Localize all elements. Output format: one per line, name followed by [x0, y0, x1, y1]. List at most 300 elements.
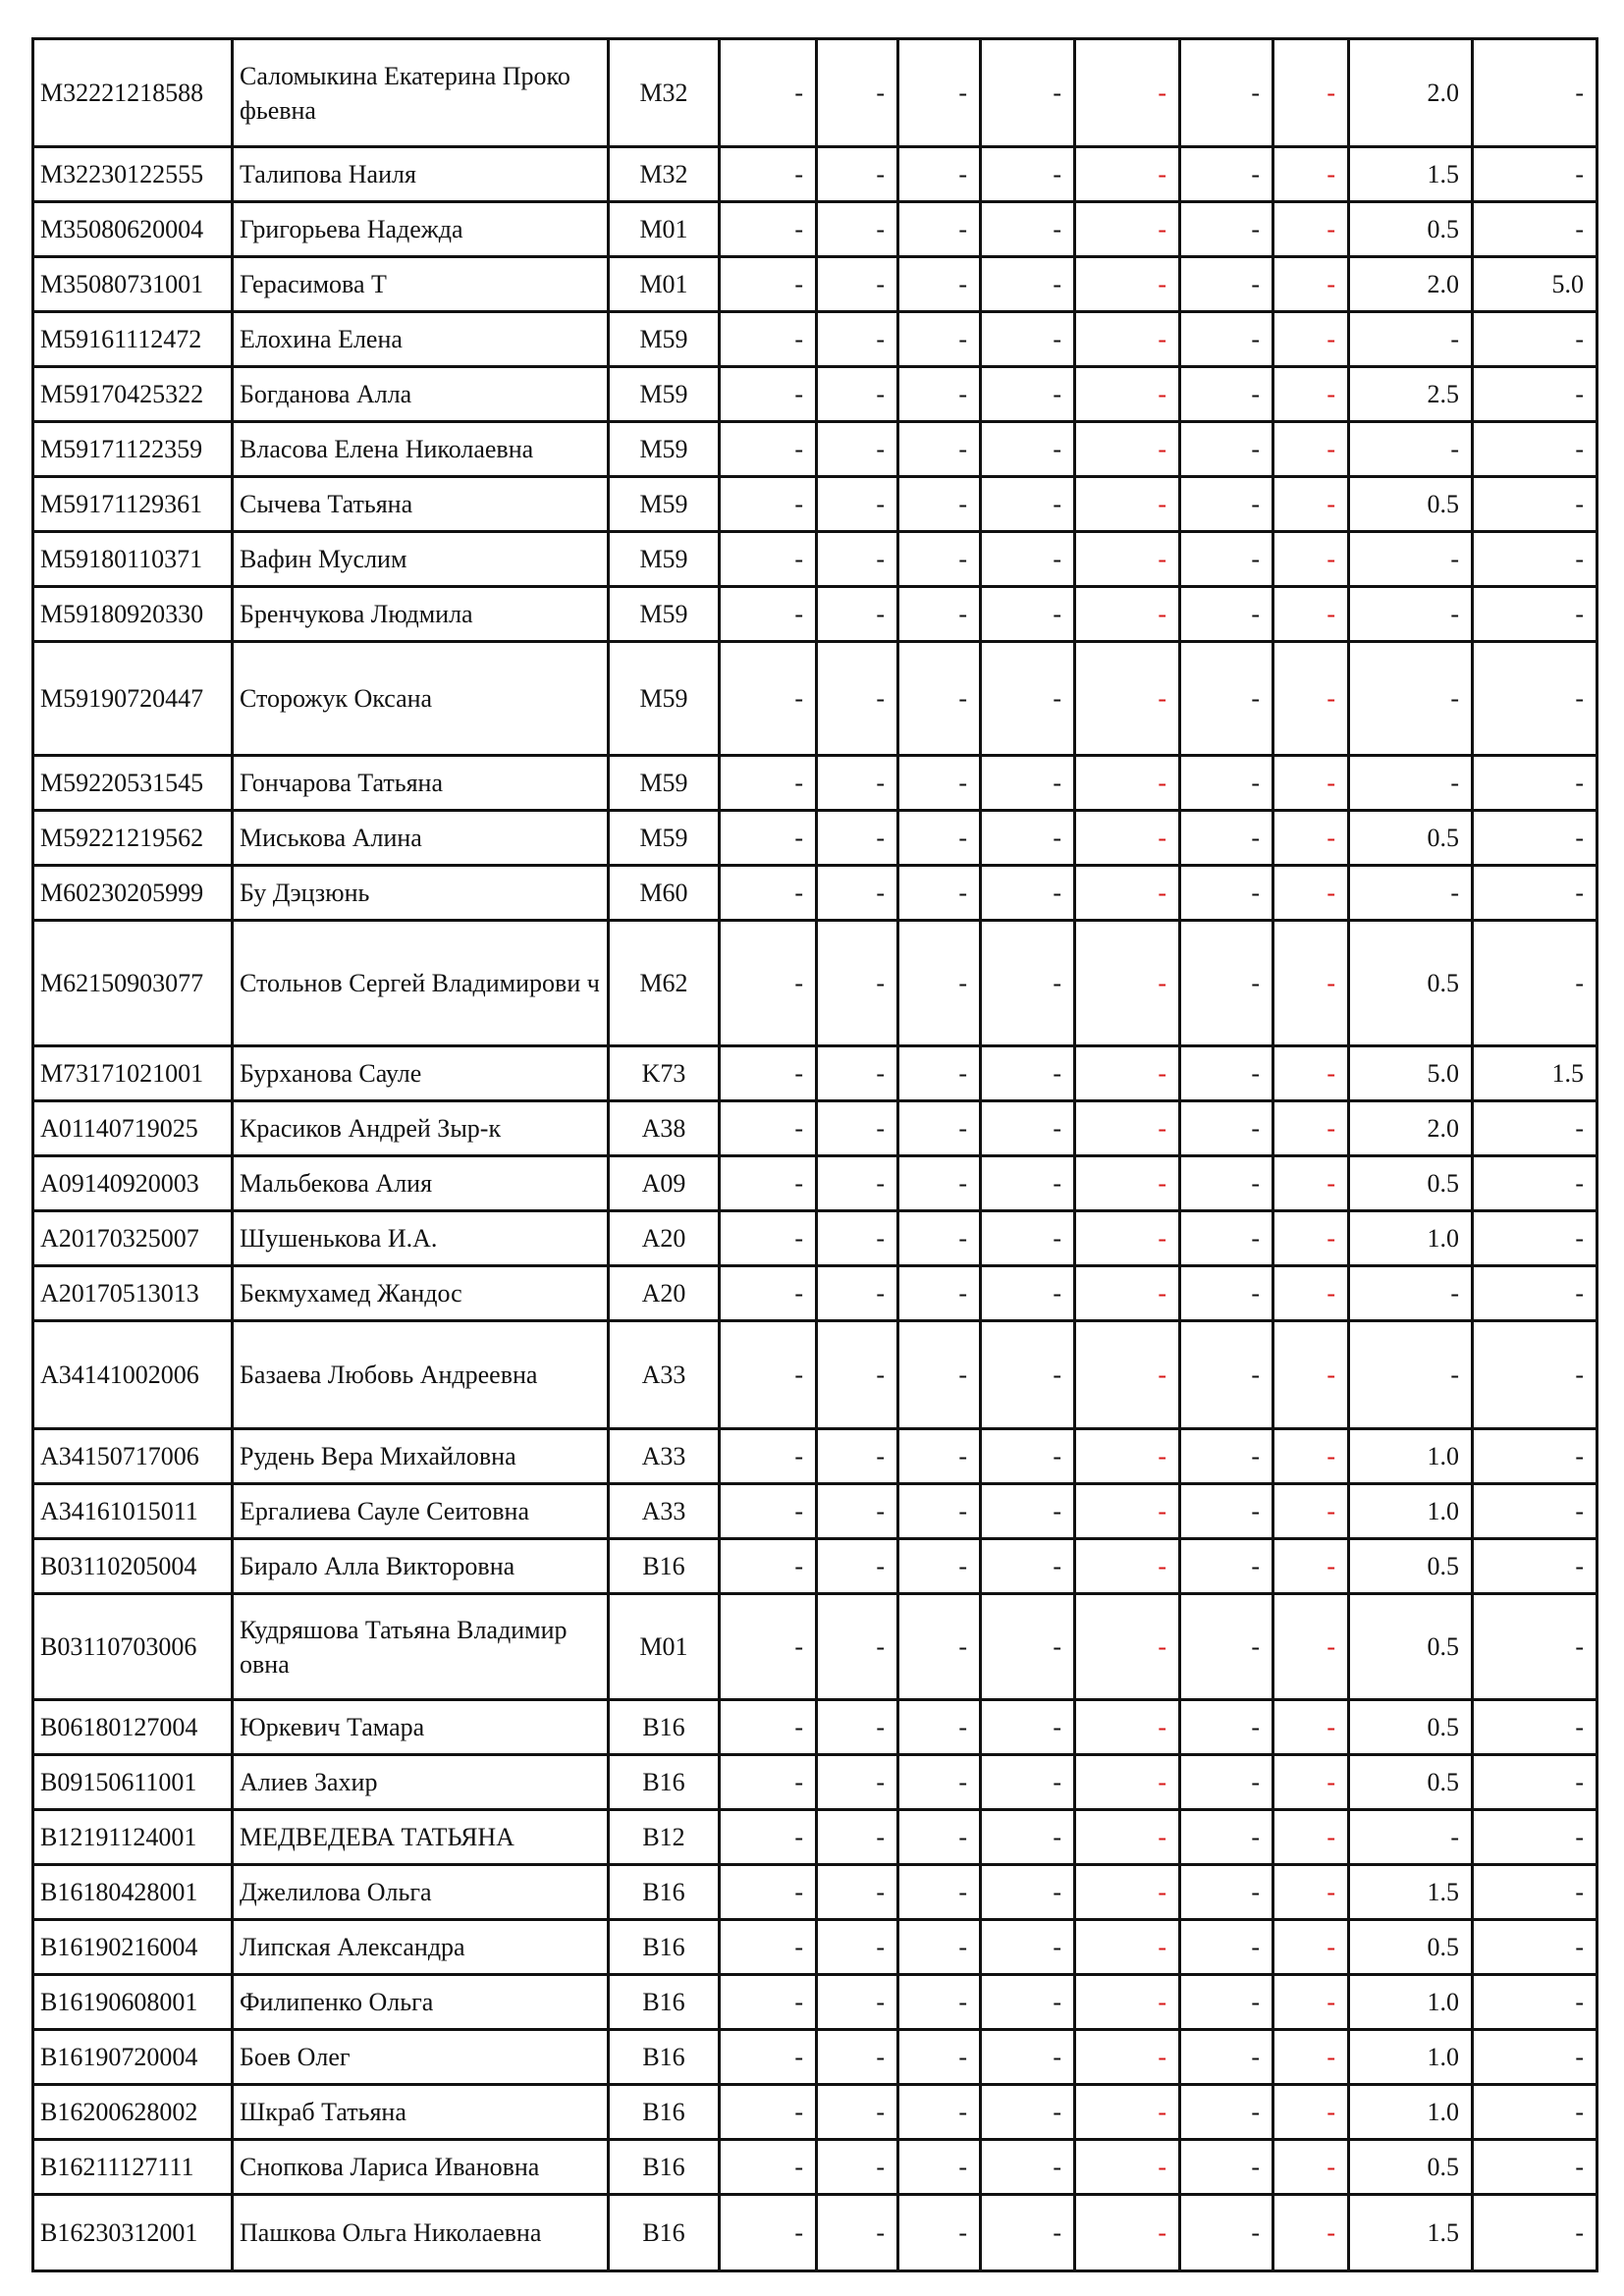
value-cell-7: - — [1273, 1156, 1349, 1211]
value-cell-6: - — [1180, 147, 1273, 202]
value-cell-1: - — [720, 1755, 817, 1810]
record-id-cell: A09140920003 — [33, 1156, 233, 1211]
record-id-cell: M35080731001 — [33, 257, 233, 312]
data-table — [31, 37, 1598, 2272]
record-id-cell: B16200628002 — [33, 2085, 233, 2140]
group-code-cell: A38 — [609, 1101, 720, 1156]
value-cell-4: - — [981, 367, 1075, 422]
value-cell-3: - — [898, 2140, 981, 2195]
value-cell-3: - — [898, 1755, 981, 1810]
value-cell-7: - — [1273, 866, 1349, 921]
value-cell-2: - — [817, 1920, 898, 1975]
value-cell-5: - — [1075, 866, 1180, 921]
person-name-cell: Бренчукова Людмила — [233, 587, 609, 642]
value-cell-6: - — [1180, 2195, 1273, 2271]
value-cell-9: - — [1473, 1975, 1597, 2030]
value-cell-6: - — [1180, 367, 1273, 422]
value-cell-9: - — [1473, 1755, 1597, 1810]
value-cell-5: - — [1075, 422, 1180, 477]
value-cell-6: - — [1180, 532, 1273, 587]
value-cell-5: - — [1075, 2140, 1180, 2195]
value-cell-6: - — [1180, 1810, 1273, 1865]
value-cell-2: - — [817, 1211, 898, 1266]
value-cell-5: - — [1075, 1429, 1180, 1484]
value-cell-8: 1.0 — [1349, 1429, 1473, 1484]
value-cell-6: - — [1180, 2140, 1273, 2195]
value-cell-7: - — [1273, 367, 1349, 422]
value-cell-5: - — [1075, 1211, 1180, 1266]
group-code-cell: A33 — [609, 1484, 720, 1539]
value-cell-1: - — [720, 2085, 817, 2140]
value-cell-9: - — [1473, 2195, 1597, 2271]
value-cell-2: - — [817, 2085, 898, 2140]
table-row — [33, 1755, 1597, 1810]
value-cell-3: - — [898, 866, 981, 921]
record-id-cell: B09150611001 — [33, 1755, 233, 1810]
value-cell-1: - — [720, 1321, 817, 1429]
value-cell-6: - — [1180, 1266, 1273, 1321]
value-cell-2: - — [817, 756, 898, 811]
value-cell-7: - — [1273, 1429, 1349, 1484]
group-code-cell: M32 — [609, 39, 720, 147]
value-cell-6: - — [1180, 1046, 1273, 1101]
value-cell-8: - — [1349, 1810, 1473, 1865]
value-cell-5: - — [1075, 312, 1180, 367]
person-name-cell: Ергалиева Сауле Сеитовна — [233, 1484, 609, 1539]
value-cell-4: - — [981, 1429, 1075, 1484]
record-id-cell: M35080620004 — [33, 202, 233, 257]
value-cell-5: - — [1075, 1266, 1180, 1321]
value-cell-1: - — [720, 1920, 817, 1975]
value-cell-3: - — [898, 312, 981, 367]
value-cell-4: - — [981, 477, 1075, 532]
value-cell-4: - — [981, 2140, 1075, 2195]
value-cell-8: 0.5 — [1349, 1700, 1473, 1755]
value-cell-8: 0.5 — [1349, 811, 1473, 866]
value-cell-7: - — [1273, 756, 1349, 811]
person-name-cell: Шушенькова И.А. — [233, 1211, 609, 1266]
value-cell-1: - — [720, 2030, 817, 2085]
value-cell-6: - — [1180, 1429, 1273, 1484]
person-name-cell: Сторожук Оксана — [233, 642, 609, 756]
value-cell-2: - — [817, 477, 898, 532]
value-cell-4: - — [981, 422, 1075, 477]
table-row — [33, 39, 1597, 147]
value-cell-7: - — [1273, 642, 1349, 756]
table-row — [33, 1101, 1597, 1156]
value-cell-5: - — [1075, 532, 1180, 587]
record-id-cell: A34161015011 — [33, 1484, 233, 1539]
value-cell-8: 0.5 — [1349, 1594, 1473, 1700]
record-id-cell: A20170325007 — [33, 1211, 233, 1266]
value-cell-9: - — [1473, 422, 1597, 477]
value-cell-3: - — [898, 422, 981, 477]
value-cell-5: - — [1075, 1321, 1180, 1429]
value-cell-4: - — [981, 811, 1075, 866]
value-cell-2: - — [817, 1046, 898, 1101]
value-cell-3: - — [898, 587, 981, 642]
value-cell-3: - — [898, 1700, 981, 1755]
value-cell-5: - — [1075, 1865, 1180, 1920]
group-code-cell: M62 — [609, 921, 720, 1046]
value-cell-5: - — [1075, 1975, 1180, 2030]
table-row — [33, 1046, 1597, 1101]
value-cell-7: - — [1273, 1755, 1349, 1810]
value-cell-2: - — [817, 367, 898, 422]
value-cell-7: - — [1273, 1975, 1349, 2030]
record-id-cell: M32230122555 — [33, 147, 233, 202]
value-cell-6: - — [1180, 1975, 1273, 2030]
value-cell-9: - — [1473, 811, 1597, 866]
person-name-cell: Юркевич Тамара — [233, 1700, 609, 1755]
value-cell-1: - — [720, 1429, 817, 1484]
value-cell-4: - — [981, 1810, 1075, 1865]
table-row — [33, 477, 1597, 532]
value-cell-4: - — [981, 1101, 1075, 1156]
table-row — [33, 147, 1597, 202]
value-cell-6: - — [1180, 1321, 1273, 1429]
value-cell-8: - — [1349, 312, 1473, 367]
value-cell-6: - — [1180, 312, 1273, 367]
value-cell-4: - — [981, 1975, 1075, 2030]
value-cell-4: - — [981, 1321, 1075, 1429]
value-cell-1: - — [720, 642, 817, 756]
value-cell-6: - — [1180, 477, 1273, 532]
person-name-cell: Бурханова Сауле — [233, 1046, 609, 1101]
record-id-cell: B16190608001 — [33, 1975, 233, 2030]
value-cell-6: - — [1180, 1594, 1273, 1700]
value-cell-2: - — [817, 587, 898, 642]
group-code-cell: B16 — [609, 2140, 720, 2195]
value-cell-2: - — [817, 1594, 898, 1700]
group-code-cell: K73 — [609, 1046, 720, 1101]
record-id-cell: A20170513013 — [33, 1266, 233, 1321]
value-cell-1: - — [720, 1700, 817, 1755]
value-cell-4: - — [981, 587, 1075, 642]
value-cell-6: - — [1180, 257, 1273, 312]
value-cell-5: - — [1075, 1046, 1180, 1101]
value-cell-2: - — [817, 1539, 898, 1594]
table-row — [33, 2195, 1597, 2271]
value-cell-3: - — [898, 2030, 981, 2085]
value-cell-6: - — [1180, 1755, 1273, 1810]
value-cell-7: - — [1273, 1321, 1349, 1429]
value-cell-9: - — [1473, 1429, 1597, 1484]
value-cell-3: - — [898, 1865, 981, 1920]
value-cell-4: - — [981, 2085, 1075, 2140]
value-cell-7: - — [1273, 2140, 1349, 2195]
value-cell-8: - — [1349, 756, 1473, 811]
value-cell-6: - — [1180, 587, 1273, 642]
group-code-cell: M01 — [609, 257, 720, 312]
value-cell-1: - — [720, 1101, 817, 1156]
value-cell-5: - — [1075, 811, 1180, 866]
value-cell-9: - — [1473, 642, 1597, 756]
value-cell-5: - — [1075, 587, 1180, 642]
value-cell-8: - — [1349, 1266, 1473, 1321]
person-name-cell: Алиев Захир — [233, 1755, 609, 1810]
value-cell-8: 1.5 — [1349, 147, 1473, 202]
value-cell-9: - — [1473, 1594, 1597, 1700]
value-cell-8: 0.5 — [1349, 921, 1473, 1046]
record-id-cell: B16180428001 — [33, 1865, 233, 1920]
record-id-cell: M59171122359 — [33, 422, 233, 477]
value-cell-2: - — [817, 1266, 898, 1321]
value-cell-8: - — [1349, 587, 1473, 642]
record-id-cell: B16230312001 — [33, 2195, 233, 2271]
value-cell-8: 5.0 — [1349, 1046, 1473, 1101]
person-name-cell: Сычева Татьяна — [233, 477, 609, 532]
value-cell-3: - — [898, 202, 981, 257]
table-row — [33, 367, 1597, 422]
value-cell-7: - — [1273, 477, 1349, 532]
value-cell-6: - — [1180, 1156, 1273, 1211]
value-cell-4: - — [981, 1920, 1075, 1975]
value-cell-8: - — [1349, 532, 1473, 587]
value-cell-1: - — [720, 2195, 817, 2271]
record-id-cell: M73171021001 — [33, 1046, 233, 1101]
value-cell-4: - — [981, 2195, 1075, 2271]
value-cell-4: - — [981, 921, 1075, 1046]
value-cell-4: - — [981, 1539, 1075, 1594]
value-cell-6: - — [1180, 1920, 1273, 1975]
value-cell-6: - — [1180, 422, 1273, 477]
value-cell-4: - — [981, 1594, 1075, 1700]
group-code-cell: M59 — [609, 756, 720, 811]
value-cell-2: - — [817, 532, 898, 587]
value-cell-6: - — [1180, 2030, 1273, 2085]
value-cell-7: - — [1273, 1484, 1349, 1539]
value-cell-2: - — [817, 2030, 898, 2085]
group-code-cell: M59 — [609, 642, 720, 756]
value-cell-1: - — [720, 1156, 817, 1211]
value-cell-8: 1.0 — [1349, 2085, 1473, 2140]
value-cell-7: - — [1273, 1046, 1349, 1101]
table-row — [33, 1594, 1597, 1700]
record-id-cell: M60230205999 — [33, 866, 233, 921]
group-code-cell: M59 — [609, 312, 720, 367]
group-code-cell: A09 — [609, 1156, 720, 1211]
value-cell-9: - — [1473, 477, 1597, 532]
value-cell-3: - — [898, 1594, 981, 1700]
value-cell-2: - — [817, 1156, 898, 1211]
value-cell-5: - — [1075, 921, 1180, 1046]
value-cell-4: - — [981, 257, 1075, 312]
group-code-cell: B12 — [609, 1810, 720, 1865]
group-code-cell: M59 — [609, 367, 720, 422]
value-cell-8: 1.0 — [1349, 1211, 1473, 1266]
table-row — [33, 921, 1597, 1046]
table-row — [33, 756, 1597, 811]
value-cell-8: 1.0 — [1349, 1975, 1473, 2030]
person-name-cell: Бу Дэцзюнь — [233, 866, 609, 921]
table-row — [33, 642, 1597, 756]
value-cell-2: - — [817, 1700, 898, 1755]
value-cell-9: - — [1473, 1700, 1597, 1755]
value-cell-8: 0.5 — [1349, 2140, 1473, 2195]
value-cell-3: - — [898, 1211, 981, 1266]
value-cell-3: - — [898, 367, 981, 422]
group-code-cell: M59 — [609, 477, 720, 532]
value-cell-7: - — [1273, 2085, 1349, 2140]
person-name-cell: Вафин Муслим — [233, 532, 609, 587]
value-cell-3: - — [898, 477, 981, 532]
value-cell-5: - — [1075, 2195, 1180, 2271]
value-cell-5: - — [1075, 2085, 1180, 2140]
record-id-cell: M59180920330 — [33, 587, 233, 642]
value-cell-6: - — [1180, 1484, 1273, 1539]
record-id-cell: M59190720447 — [33, 642, 233, 756]
person-name-cell: Боев Олег — [233, 2030, 609, 2085]
value-cell-6: - — [1180, 1539, 1273, 1594]
group-code-cell: A33 — [609, 1429, 720, 1484]
value-cell-7: - — [1273, 202, 1349, 257]
value-cell-9: - — [1473, 1321, 1597, 1429]
value-cell-8: 1.0 — [1349, 2030, 1473, 2085]
value-cell-5: - — [1075, 1755, 1180, 1810]
value-cell-5: - — [1075, 477, 1180, 532]
value-cell-9: 5.0 — [1473, 257, 1597, 312]
table-row — [33, 1975, 1597, 2030]
table-row — [33, 1920, 1597, 1975]
table-row — [33, 1810, 1597, 1865]
value-cell-8: 2.0 — [1349, 39, 1473, 147]
value-cell-1: - — [720, 1539, 817, 1594]
group-code-cell: B16 — [609, 1975, 720, 2030]
person-name-cell: Филипенко Ольга — [233, 1975, 609, 2030]
table-row — [33, 1700, 1597, 1755]
value-cell-1: - — [720, 257, 817, 312]
value-cell-6: - — [1180, 1101, 1273, 1156]
person-name-cell: Гончарова Татьяна — [233, 756, 609, 811]
value-cell-7: - — [1273, 2030, 1349, 2085]
value-cell-1: - — [720, 921, 817, 1046]
person-name-cell: Саломыкина Екатерина Проко фьевна — [233, 39, 609, 147]
group-code-cell: M59 — [609, 422, 720, 477]
group-code-cell: A20 — [609, 1266, 720, 1321]
value-cell-1: - — [720, 1810, 817, 1865]
value-cell-9: - — [1473, 1484, 1597, 1539]
value-cell-5: - — [1075, 147, 1180, 202]
value-cell-3: - — [898, 2195, 981, 2271]
value-cell-9: - — [1473, 1101, 1597, 1156]
value-cell-9: - — [1473, 312, 1597, 367]
value-cell-2: - — [817, 1810, 898, 1865]
value-cell-9: - — [1473, 367, 1597, 422]
value-cell-5: - — [1075, 1920, 1180, 1975]
value-cell-3: - — [898, 39, 981, 147]
value-cell-9: - — [1473, 2085, 1597, 2140]
value-cell-6: - — [1180, 39, 1273, 147]
value-cell-4: - — [981, 312, 1075, 367]
group-code-cell: M59 — [609, 587, 720, 642]
value-cell-9: - — [1473, 1920, 1597, 1975]
group-code-cell: B16 — [609, 2030, 720, 2085]
record-id-cell: A01140719025 — [33, 1101, 233, 1156]
record-id-cell: M59161112472 — [33, 312, 233, 367]
value-cell-6: - — [1180, 811, 1273, 866]
value-cell-3: - — [898, 921, 981, 1046]
value-cell-3: - — [898, 1429, 981, 1484]
person-name-cell: Джелилова Ольга — [233, 1865, 609, 1920]
value-cell-5: - — [1075, 39, 1180, 147]
person-name-cell: Шкраб Татьяна — [233, 2085, 609, 2140]
group-code-cell: A33 — [609, 1321, 720, 1429]
value-cell-3: - — [898, 811, 981, 866]
value-cell-8: 2.0 — [1349, 1101, 1473, 1156]
value-cell-2: - — [817, 1484, 898, 1539]
value-cell-1: - — [720, 532, 817, 587]
value-cell-2: - — [817, 2140, 898, 2195]
value-cell-9: - — [1473, 921, 1597, 1046]
record-id-cell: M59171129361 — [33, 477, 233, 532]
record-id-cell: B06180127004 — [33, 1700, 233, 1755]
value-cell-7: - — [1273, 1266, 1349, 1321]
value-cell-2: - — [817, 147, 898, 202]
value-cell-5: - — [1075, 1156, 1180, 1211]
value-cell-3: - — [898, 2085, 981, 2140]
value-cell-8: 1.5 — [1349, 1865, 1473, 1920]
value-cell-4: - — [981, 1865, 1075, 1920]
value-cell-5: - — [1075, 2030, 1180, 2085]
value-cell-4: - — [981, 642, 1075, 756]
value-cell-5: - — [1075, 1484, 1180, 1539]
value-cell-6: - — [1180, 921, 1273, 1046]
table-row — [33, 587, 1597, 642]
person-name-cell: Базаева Любовь Андреевна — [233, 1321, 609, 1429]
table-row — [33, 1865, 1597, 1920]
person-name-cell: Григорьева Надежда — [233, 202, 609, 257]
group-code-cell: M01 — [609, 202, 720, 257]
record-id-cell: M59221219562 — [33, 811, 233, 866]
value-cell-2: - — [817, 866, 898, 921]
value-cell-9: - — [1473, 866, 1597, 921]
value-cell-7: - — [1273, 39, 1349, 147]
value-cell-7: - — [1273, 587, 1349, 642]
value-cell-1: - — [720, 1211, 817, 1266]
value-cell-3: - — [898, 1975, 981, 2030]
value-cell-1: - — [720, 587, 817, 642]
value-cell-1: - — [720, 367, 817, 422]
value-cell-6: - — [1180, 1865, 1273, 1920]
person-name-cell: Мальбекова Алия — [233, 1156, 609, 1211]
table-row — [33, 202, 1597, 257]
value-cell-1: - — [720, 2140, 817, 2195]
value-cell-8: 1.0 — [1349, 1484, 1473, 1539]
value-cell-4: - — [981, 39, 1075, 147]
value-cell-1: - — [720, 866, 817, 921]
record-id-cell: M32221218588 — [33, 39, 233, 147]
value-cell-9: - — [1473, 1539, 1597, 1594]
table-row — [33, 2085, 1597, 2140]
value-cell-1: - — [720, 202, 817, 257]
value-cell-3: - — [898, 1810, 981, 1865]
person-name-cell: Снопкова Лариса Ивановна — [233, 2140, 609, 2195]
value-cell-6: - — [1180, 756, 1273, 811]
person-name-cell: Липская Александра — [233, 1920, 609, 1975]
group-code-cell: M59 — [609, 811, 720, 866]
value-cell-2: - — [817, 1101, 898, 1156]
table-row — [33, 1266, 1597, 1321]
value-cell-6: - — [1180, 642, 1273, 756]
value-cell-2: - — [817, 39, 898, 147]
group-code-cell: B16 — [609, 2195, 720, 2271]
value-cell-3: - — [898, 1539, 981, 1594]
value-cell-4: - — [981, 1266, 1075, 1321]
value-cell-7: - — [1273, 422, 1349, 477]
group-code-cell: M01 — [609, 1594, 720, 1700]
group-code-cell: B16 — [609, 1755, 720, 1810]
